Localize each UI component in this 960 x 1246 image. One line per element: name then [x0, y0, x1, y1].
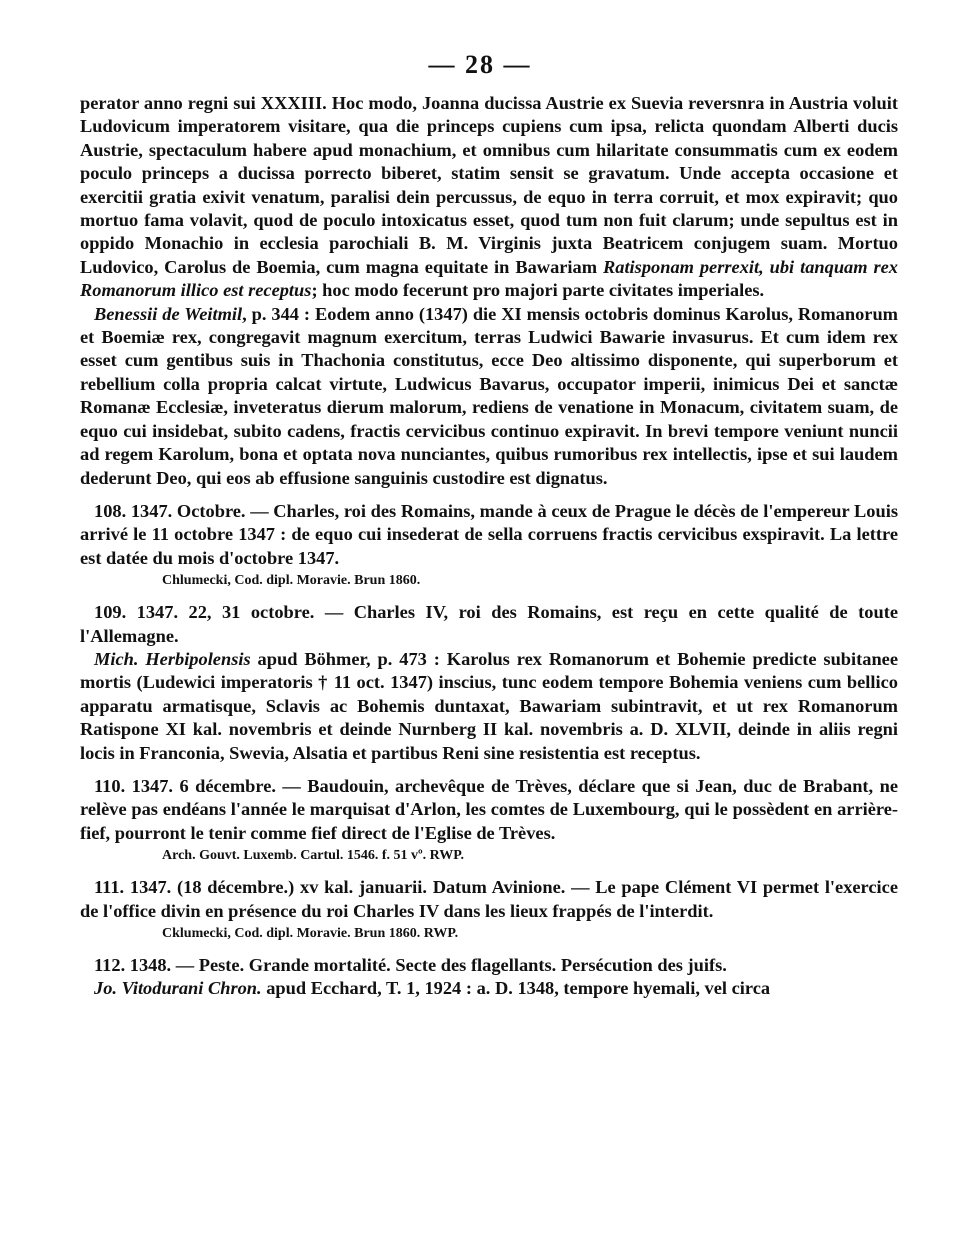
- source-author: Mich. Herbipolensis: [94, 648, 251, 669]
- entry-text: 6 décembre. — Baudouin, archevêque de Trèves, déclare que si Jean, duc de Brabant, ne relève pas endéans l'année le marquisat d'Arlon, les comtes de Luxembourg, qui le possèdent en arrière-fief, pourront le tenir comme fief direct de l'Eglise de Trèves.: [80, 775, 898, 843]
- entry-number: 109. 1347.: [94, 602, 179, 623]
- paragraph-text: perator anno regni sui XXXIII. Hoc modo, Joanna ducissa Austrie ex Suevia reversnra in Austria voluit Ludovicum imperatorem visitare, qua die princeps cupiens cum ipsa, relicta quondam Alberti ducis Austrie, spectaculum habere apud monachium, et omnibus cum hilaritate consummatis cum ex eodem poculo princeps a ducissa porrecto biberet, statim sensit se gravatum. Unde accepta occasione et exercitii gratia exivit venatum, paralisi dein percussus, de equo in terra corruit, et mox expiravit; quo mortuo fama volavit, quod de poculo intoxicatus esset, quod tum non fuit clarum; unde sepultus est in oppido Monachio in ecclesia parochiali B. M. Virginis juxta Beatricem conjugem suam. Mortuo Ludovico, Carolus de Boemia, cum magna equitate in Bawariam: [80, 93, 898, 277]
- entry-text: Octobre. — Charles, roi des Romains, mande à ceux de Prague le décès de l'empereur Louis arrivé le 11 octobre 1347 : de equo cui insederat de sella corruens fractis cervicibus exspiravit. La lettre est datée du mois d'octobre 1347.: [80, 500, 898, 568]
- entry-109: [80, 601, 898, 648]
- page-number: — 28 —: [428, 50, 532, 79]
- entry-110: [80, 775, 898, 845]
- italic-phrase: Ratisponam perrexit, ubi tanquam rex Romanorum illico est receptus: [80, 256, 898, 301]
- entry-reference: Chlumecki, Cod. dipl. Moravie. Brun 1860.: [162, 573, 421, 589]
- entry-number: 110. 1347.: [94, 775, 174, 796]
- entry-text: — Peste. Grande mortalité. Secte des flagellants. Persécution des juifs.: [171, 955, 727, 975]
- entry-reference: Arch. Gouvt. Luxemb. Cartul. 1546. f. 51 vº. RWP.: [162, 848, 465, 864]
- source-author: Jo. Vitodurani Chron.: [94, 978, 262, 999]
- entry-source-paragraph: [80, 977, 898, 1000]
- source-author: Benessii de Weitmil: [94, 303, 243, 324]
- paragraph-text-end: ; hoc modo fecerunt pro majori parte civitates imperiales.: [311, 280, 765, 301]
- paragraph-benessii: [80, 303, 898, 490]
- paragraph-continuation: [80, 92, 898, 303]
- entry-number: 111. 1347.: [94, 877, 172, 898]
- source-text: apud Böhmer, p. 473 : Karolus rex Romanorum et Bohemie predicte subitanee mortis (Ludewici imperatoris † 11 oct. 1347) inscius, tunc eodem tempore Bohemia veniens cum bellico apparatu armatisque, Sclavis ac Bohemis duntaxat, Bawariam subintravit, et ut rex Romanorum Ratispone XI kal. novembris et deinde Nurnberg II kal. novembris a. D. XLVII, deinde in aliis regni locis in Franconia, Swevia, Alsatia et partibus Reni sine resistentia est receptus.: [80, 648, 899, 763]
- entry-reference: Cklumecki, Cod. dipl. Moravie. Brun 1860. RWP.: [162, 926, 459, 941]
- entry-number: 108. 1347.: [94, 500, 173, 521]
- entry-108: [80, 500, 898, 570]
- entry-112: [80, 954, 898, 977]
- paragraph-text: , p. 344 : Eodem anno (1347) die XI mensis octobris dominus Karolus, Romanorum et Boemiæ rex, congregavit magnum exercitum, terras Ludwici Bawarie invasurus. Et cum idem rex esset cum gentibus suis in Thachonia constitutus, ecce Deo altissimo disponente, qui superborum et rebellium colla propria calcat virtute, Ludwicus Bavarus, occupator imperii, inimicus Dei et sanctæ Romanæ Ecclesiæ, inveteratus dierum malorum, rediens de venatione in Monacum, civitatem suam, de equo cui insidebat, subito cadens, fractis cervicibus continuo expiravit. In brevi tempore veniunt nuncii ad regem Karolum, bona et optata nova nunciantes, quibus rumoribus rex intellectis, ipse et sui laudem dederunt Deo, qui eos ab effusione sanguinis custodire est dignatus.: [80, 303, 898, 488]
- entry-source-paragraph: [80, 648, 898, 765]
- entry-text: 22, 31 octobre. — Charles IV, roi des Romains, est reçu en cette qualité de toute l'Allemagne.: [80, 602, 898, 646]
- entry-number: 112. 1348.: [94, 955, 172, 975]
- entry-111: [80, 876, 898, 923]
- entry-text: (18 décembre.) xv kal. januarii. Datum Avinione. — Le pape Clément VI permet l'exercice de l'office divin en présence du roi Charles IV dans les lieux frappés de l'interdit.: [80, 877, 898, 921]
- source-text: apud Ecchard, T. 1, 1924 : a. D. 1348, tempore hyemali, vel circa: [261, 978, 771, 999]
- page-content: [80, 92, 898, 1001]
